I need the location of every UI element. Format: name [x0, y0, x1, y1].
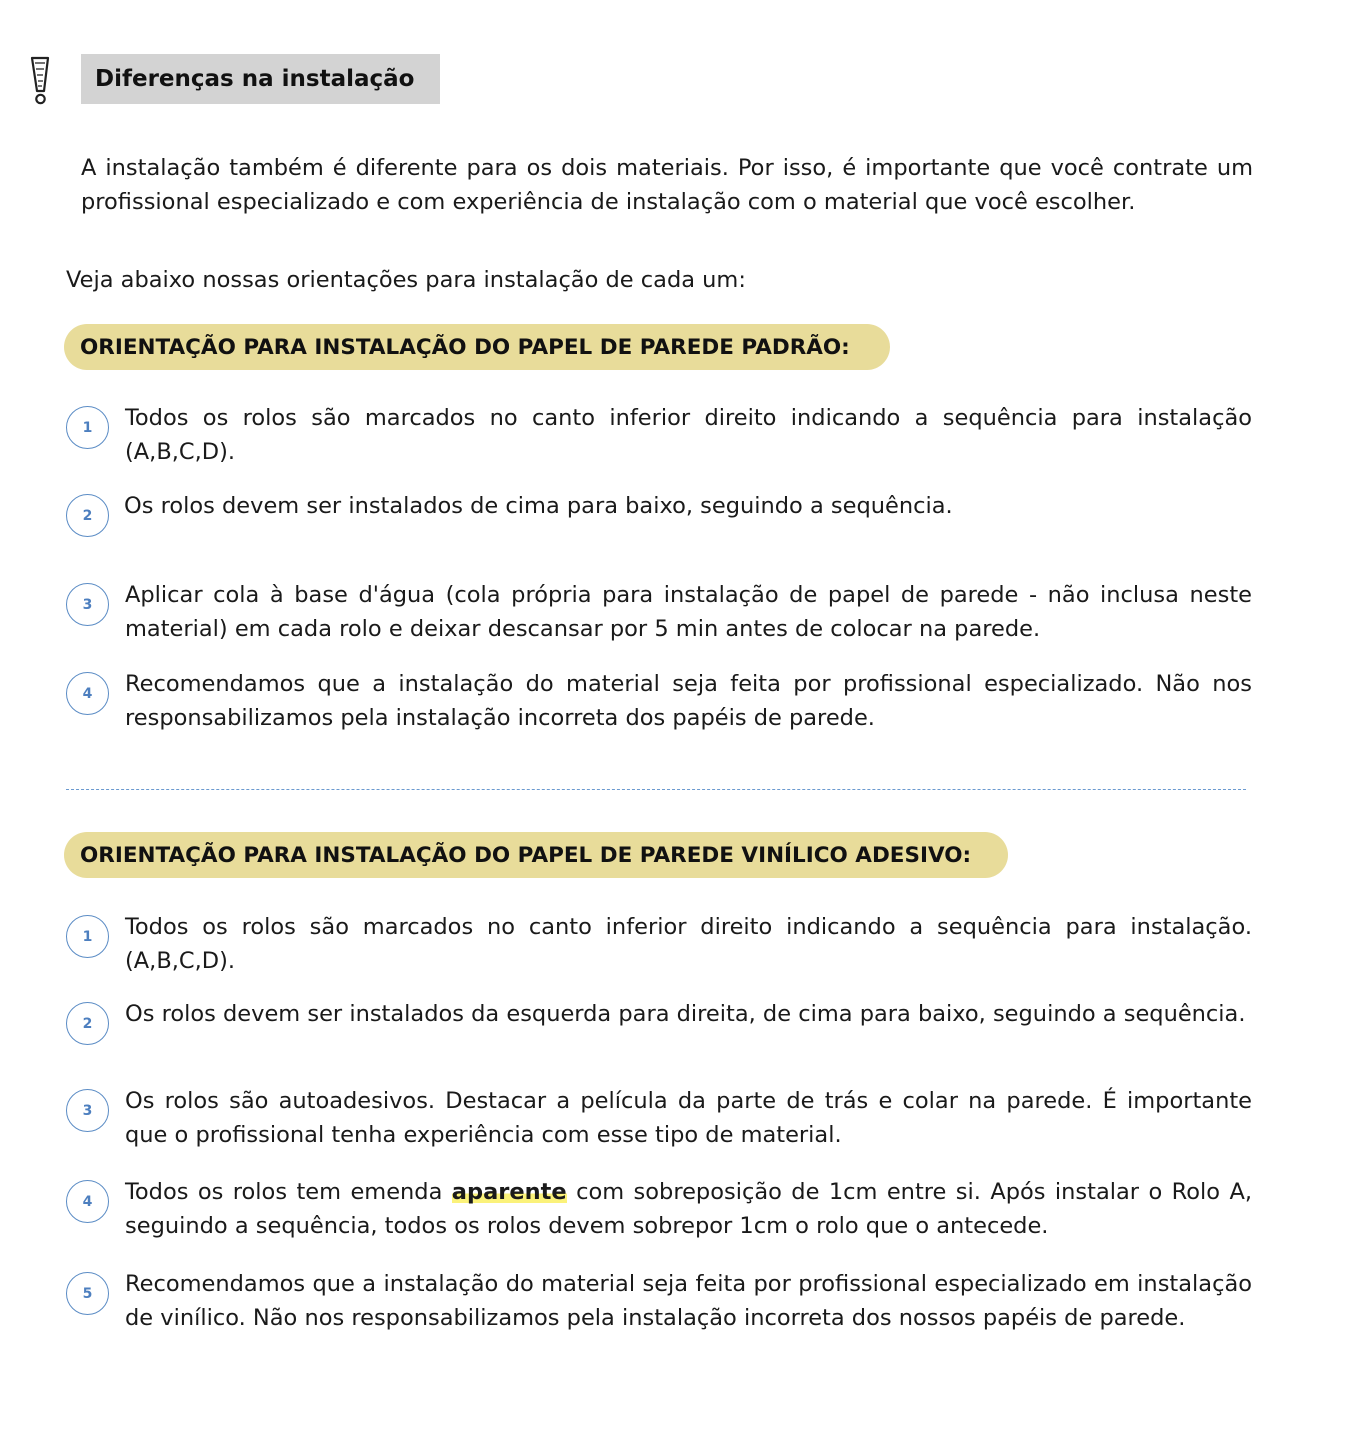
padrao-heading-text: ORIENTAÇÃO PARA INSTALAÇÃO DO PAPEL DE PAREDE PADRÃO: [80, 334, 850, 360]
step-number-badge: 4 [66, 672, 109, 715]
highlighted-word: aparente [451, 1179, 567, 1205]
lead-paragraph: Veja abaixo nossas orientações para instalação de cada um: [66, 267, 746, 293]
list-item-text-end: com sobreposição de 1cm entre si. Após instalar o Rolo A, seguindo a sequência, todos os rolos devem sobrepor 1cm o rolo que o antecede. [125, 1179, 1252, 1239]
list-item-text: Os rolos são autoadesivos. Destacar a película da parte de trás e colar na parede. É importante que o profissional tenha experiência com esse tipo de material. [125, 1088, 1252, 1148]
vinilico-heading [64, 832, 1008, 878]
padrao-heading [64, 324, 890, 370]
section-title [81, 54, 440, 104]
list-item-text [125, 1175, 1252, 1243]
step-number-badge: 2 [66, 1002, 109, 1045]
step-number-badge: 5 [66, 1272, 109, 1315]
step-number-badge: 1 [66, 915, 109, 958]
section-divider [66, 789, 1246, 790]
exclamation-icon [28, 55, 54, 107]
intro-paragraph: A instalação também é diferente para os dois materiais. Por isso, é importante que você contrate um profissional especializado e com experiência de instalação com o material que você escolher. [81, 155, 1253, 215]
list-item-text-start: Todos os rolos tem emenda [125, 1179, 452, 1205]
step-number-badge: 3 [66, 583, 109, 626]
list-item-text: Aplicar cola à base d'água (cola própria para instalação de papel de parede - não inclusa neste material) em cada rolo e deixar descansar por 5 min antes de colocar na parede. [125, 582, 1252, 642]
section-title-text: Diferenças na instalação [95, 66, 415, 92]
list-item-text: Recomendamos que a instalação do material seja feita por profissional especializado em instalação de vinílico. Não nos responsabilizamos pela instalação incorreta dos nossos papéis de parede. [125, 1271, 1252, 1331]
list-item-text: Todos os rolos são marcados no canto inferior direito indicando a sequência para instalação (A,B,C,D). [125, 405, 1252, 465]
list-item-text: Recomendamos que a instalação do material seja feita por profissional especializado. Não nos responsabilizamos pela instalação incorreta dos papéis de parede. [125, 671, 1252, 731]
step-number-badge: 1 [66, 406, 109, 449]
step-number-badge: 4 [66, 1180, 109, 1223]
vinilico-heading-text: ORIENTAÇÃO PARA INSTALAÇÃO DO PAPEL DE PAREDE VINÍLICO ADESIVO: [80, 842, 972, 868]
step-number-badge: 2 [66, 494, 109, 537]
list-item-text: Todos os rolos são marcados no canto inferior direito indicando a sequência para instalação. (A,B,C,D). [125, 914, 1252, 974]
list-item-text: Os rolos devem ser instalados de cima para baixo, seguindo a sequência. [124, 493, 953, 519]
list-item-text: Os rolos devem ser instalados da esquerda para direita, de cima para baixo, seguindo a sequência. [125, 1001, 1246, 1027]
step-number-badge: 3 [66, 1089, 109, 1132]
